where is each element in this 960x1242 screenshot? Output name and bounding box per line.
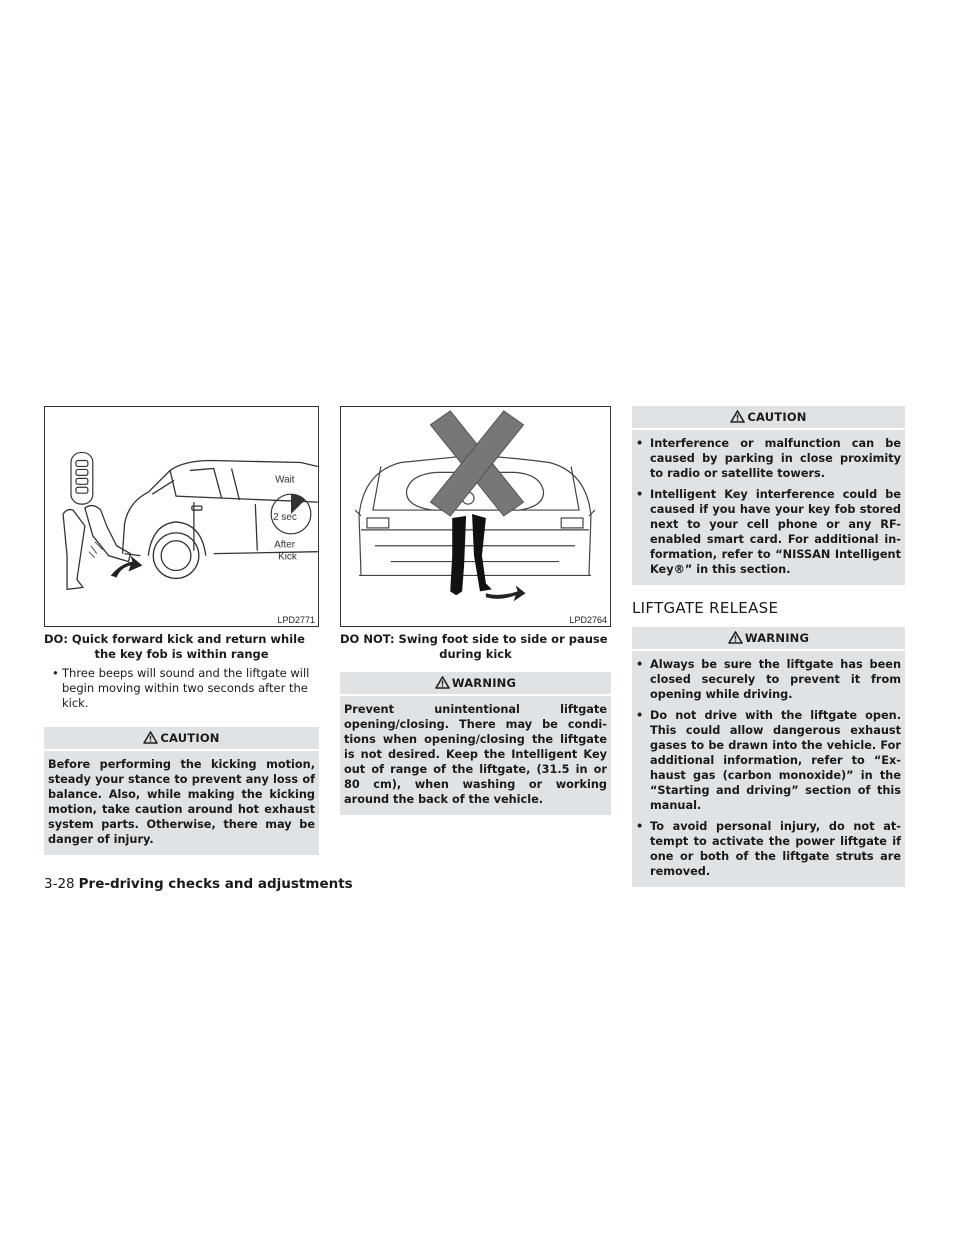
swing-arrow-icon xyxy=(486,585,526,601)
column-right xyxy=(632,406,905,887)
warning-triangle-icon xyxy=(730,410,745,423)
figure-code: LPD2764 xyxy=(569,615,607,625)
list-item: • Do not drive with the liftgate open. This could allow dangerous exhaust gases to be drawn into the vehicle. For additional information, refer to “Exhaust gas (carbon monoxide)” in the “Starting and driving” section of this manual. xyxy=(636,709,901,812)
prohibited-x-icon xyxy=(430,411,523,516)
list-item: • To avoid personal injury, do not attempt to activate the power liftgate if one or both of the liftgate struts are removed. xyxy=(636,820,901,878)
caution-list xyxy=(632,428,905,585)
wait-label: Wait xyxy=(275,474,295,486)
key-fob-icon xyxy=(71,453,93,505)
caption-line-1: DO: Quick forward kick and return while xyxy=(44,632,305,646)
list-item: • Interference or malfunction can be caused by parking in close proximity to radio or satellite towers. xyxy=(636,437,901,480)
vehicle-rear-drawing xyxy=(341,407,610,626)
list-item: • Always be sure the liftgate has been closed securely to prevent it from opening while driving. xyxy=(636,658,901,701)
warning-header: WARNING xyxy=(632,627,905,649)
footer-section-title: Pre-driving checks and adjustments xyxy=(78,876,353,892)
warning-text: Prevent unintentional liftgate opening/closing. There may be conditions when opening/closing the liftgate is not desired. Keep the Intelligent Key out of range of the liftgate, (31.5 in or 80 cm), when washing or working around the back of the vehicle. xyxy=(340,694,611,815)
column-left xyxy=(44,406,319,855)
figure-code: LPD2771 xyxy=(277,615,315,625)
caption-line-2: the key fob is within range xyxy=(94,647,269,661)
kick-label: Kick xyxy=(278,551,297,563)
caption-line-1: DO NOT: Swing foot side to side or pause xyxy=(340,632,608,646)
kick-illustration xyxy=(44,406,319,627)
motion-lines xyxy=(89,542,103,558)
caution-header: CAUTION xyxy=(44,727,319,749)
figure-caption-do xyxy=(44,632,319,662)
caption-line-2: during kick xyxy=(439,647,512,661)
warning-header: WARNING xyxy=(340,672,611,694)
after-label: After xyxy=(274,539,296,551)
warning-triangle-icon xyxy=(143,731,158,744)
vehicle-kick-drawing xyxy=(45,407,318,626)
caution-header: CAUTION xyxy=(632,406,905,428)
time-label: 2 sec xyxy=(273,511,297,523)
kick-arrow-icon xyxy=(111,556,143,578)
swing-illustration xyxy=(340,406,611,627)
caution-text: Before performing the kicking motion, steady your stance to prevent any loss of balance. Also, while making the kicking motion, take caution around hot exhaust system parts. Otherwise, there may be danger of injury. xyxy=(44,749,319,855)
warning-list xyxy=(632,649,905,887)
list-item: • Intelligent Key interference could be caused if you have your key fob stored next to your cell phone or any RF-enabled smart card. For additional information, refer to “NISSAN Intelligent Key®” in this section. xyxy=(636,488,901,576)
warning-box xyxy=(340,672,611,815)
warning-triangle-icon xyxy=(435,676,450,689)
warning-triangle-icon xyxy=(728,631,743,644)
figure-caption-do-not xyxy=(340,632,611,662)
legs-figure xyxy=(450,514,492,595)
column-middle xyxy=(340,406,611,815)
caution-box xyxy=(44,727,319,855)
page-footer xyxy=(44,876,353,892)
list-item: • Three beeps will sound and the liftgate will begin moving within two seconds after the kick. xyxy=(52,666,310,710)
caution-box xyxy=(632,406,905,585)
warning-box xyxy=(632,627,905,887)
bullet-icon: • xyxy=(52,666,59,680)
legs-figure xyxy=(63,506,130,590)
section-heading: LIFTGATE RELEASE xyxy=(632,599,779,617)
page-number: 3-28 xyxy=(44,876,75,892)
